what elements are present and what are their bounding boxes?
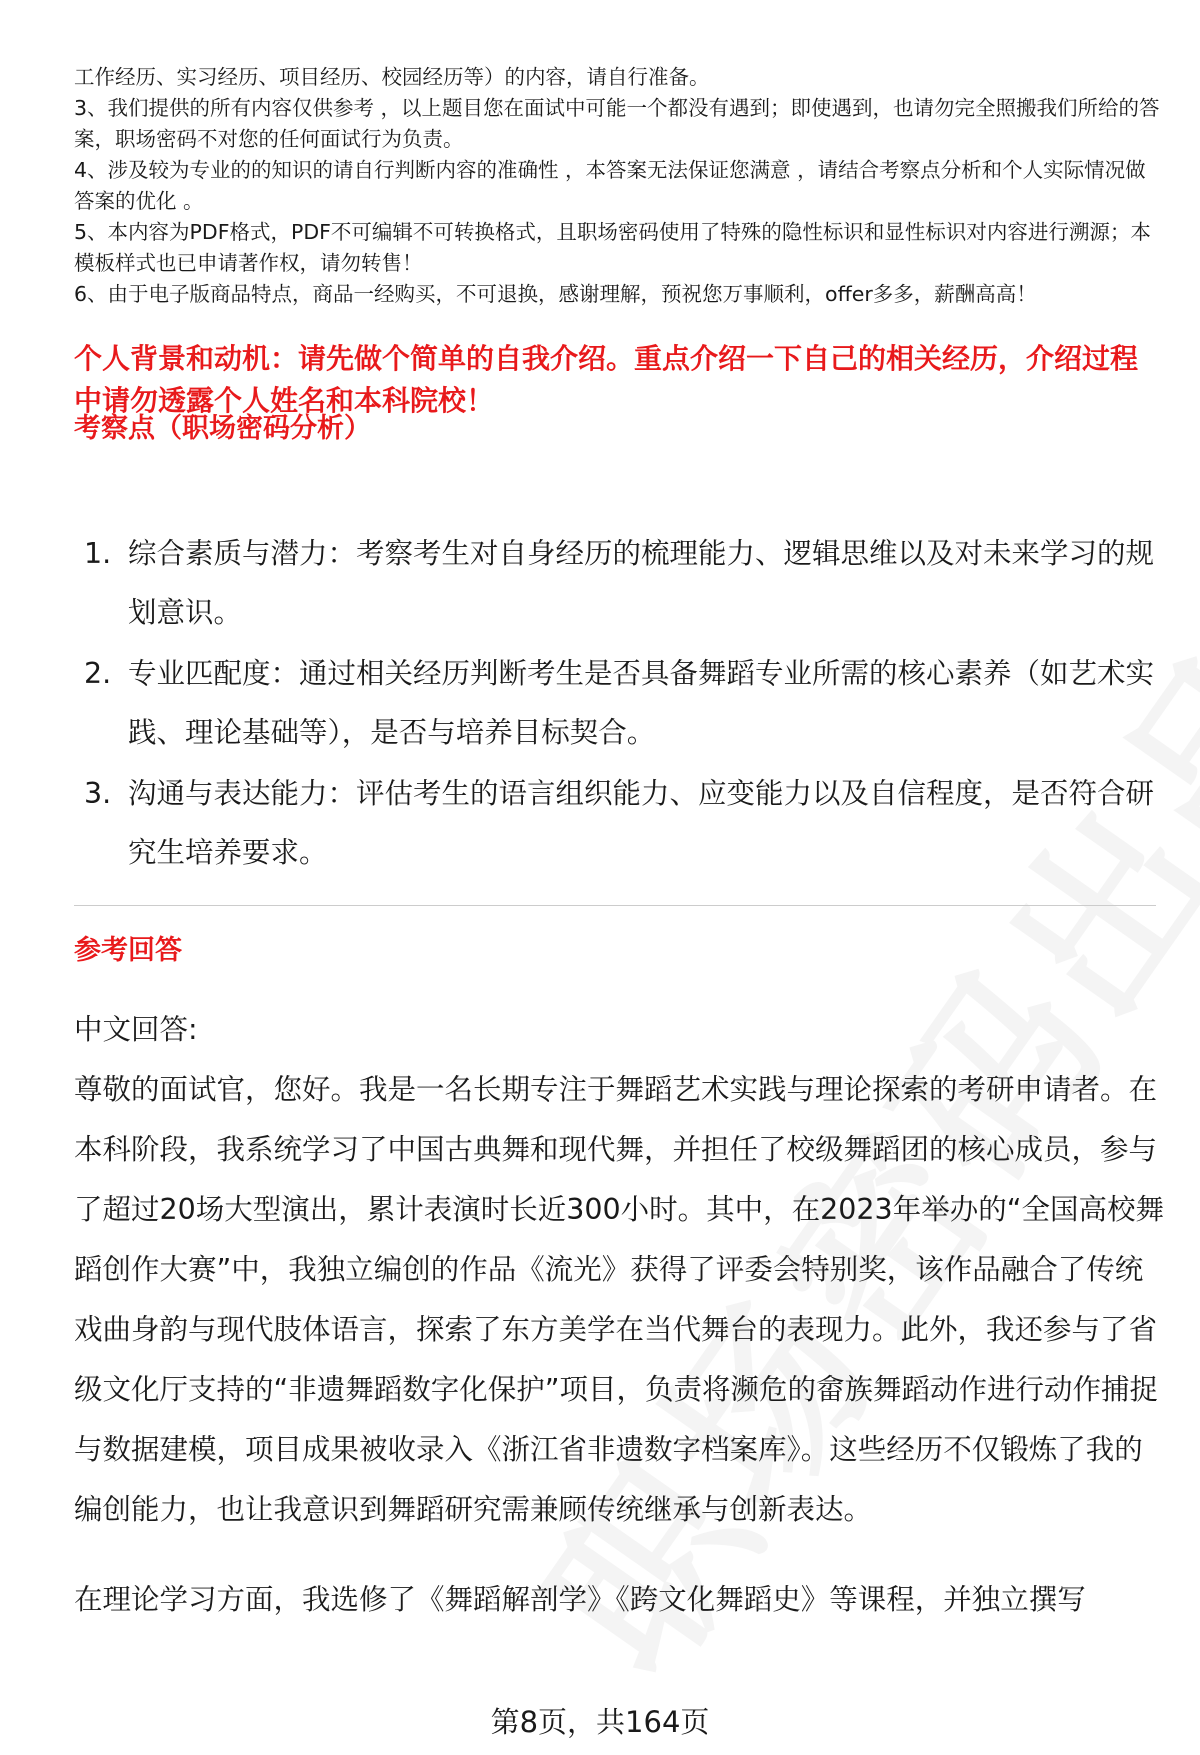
list-item-text: 综合素质与潜力：考察考生对自身经历的梳理能力、逻辑思维以及对未来学习的规划意识。 xyxy=(128,537,1155,629)
notice-list xyxy=(74,62,1164,310)
notice-item: 4、涉及较为专业的的知识的请自行判断内容的准确性 ，本答案无法保证您满意 ，请结合考察点分析和个人实际情况做答案的优化 。 xyxy=(74,158,1146,213)
notice-item: 工作经历、实习经历、项目经历、校园经历等）的内容，请自行准备。 xyxy=(74,65,710,89)
notice-item: 3、我们提供的所有内容仅供参考 ，以上题目您在面试中可能一个都没有遇到；即使遇到，也请勿完全照搬我们所给的答案，职场密码不对您的任何面试行为负责。 xyxy=(74,96,1160,151)
points-heading: 考察点（职场密码分析） xyxy=(74,413,371,444)
answer-body xyxy=(74,1000,1164,1630)
list-item xyxy=(84,524,1164,642)
page-number: 第8页，共164页 xyxy=(490,1705,710,1739)
answer-heading: 参考回答 xyxy=(74,935,182,966)
list-item xyxy=(84,764,1164,882)
section-divider xyxy=(74,905,1156,906)
list-item xyxy=(84,644,1164,762)
list-item-text: 沟通与表达能力：评估考生的语言组织能力、应变能力以及自信程度，是否符合研究生培养要求。 xyxy=(128,777,1155,869)
answer-paragraph: 尊敬的面试官，您好。我是一名长期专注于舞蹈艺术实践与理论探索的考研申请者。在本科阶段，我系统学习了中国古典舞和现代舞，并担任了校级舞蹈团的核心成员，参与了超过20场大型演出，累计表演时长近300小时。其中，在2023年举办的“全国高校舞蹈创作大赛”中，我独立编创的作品《流光》获得了评委会特别奖，该作品融合了传统戏曲身韵与现代肢体语言，探索了东方美学在当代舞台的表现力。此外，我还参与了省级文化厅支持的“非遗舞蹈数字化保护”项目，负责将濒危的畲族舞蹈动作进行动作捕捉与数据建模，项目成果被收录入《浙江省非遗数字档案库》。这些经历不仅锻炼了我的编创能力，也让我意识到舞蹈研究需兼顾传统继承与创新表达。 xyxy=(74,1073,1164,1526)
list-item-number: 3. xyxy=(84,777,112,810)
answer-label: 中文回答: xyxy=(74,1013,198,1046)
answer-paragraph: 在理论学习方面，我选修了《舞蹈解剖学》《跨文化舞蹈史》等课程，并独立撰写 xyxy=(74,1583,1086,1616)
interview-question: 个人背景和动机：请先做个简单的自我介绍。重点介绍一下自己的相关经历，介绍过程中请勿透露个人姓名和本科院校！ xyxy=(74,342,1139,417)
paragraph-gap xyxy=(74,1540,1164,1570)
list-item-number: 2. xyxy=(84,657,112,690)
notice-item: 5、本内容为PDF格式，PDF不可编辑不可转换格式，且职场密码使用了特殊的隐性标识和显性标识对内容进行溯源；本模板样式也已申请著作权，请勿转售！ xyxy=(74,220,1151,275)
notice-item: 6、由于电子版商品特点，商品一经购买，不可退换，感谢理解，预祝您万事顺利，offer多多，薪酬高高！ xyxy=(74,282,1037,306)
list-item-text: 专业匹配度：通过相关经历判断考生是否具备舞蹈专业所需的核心素养（如艺术实践、理论基础等），是否与培养目标契合。 xyxy=(128,657,1155,749)
assessment-points-list xyxy=(84,524,1164,884)
list-item-number: 1. xyxy=(84,537,112,570)
